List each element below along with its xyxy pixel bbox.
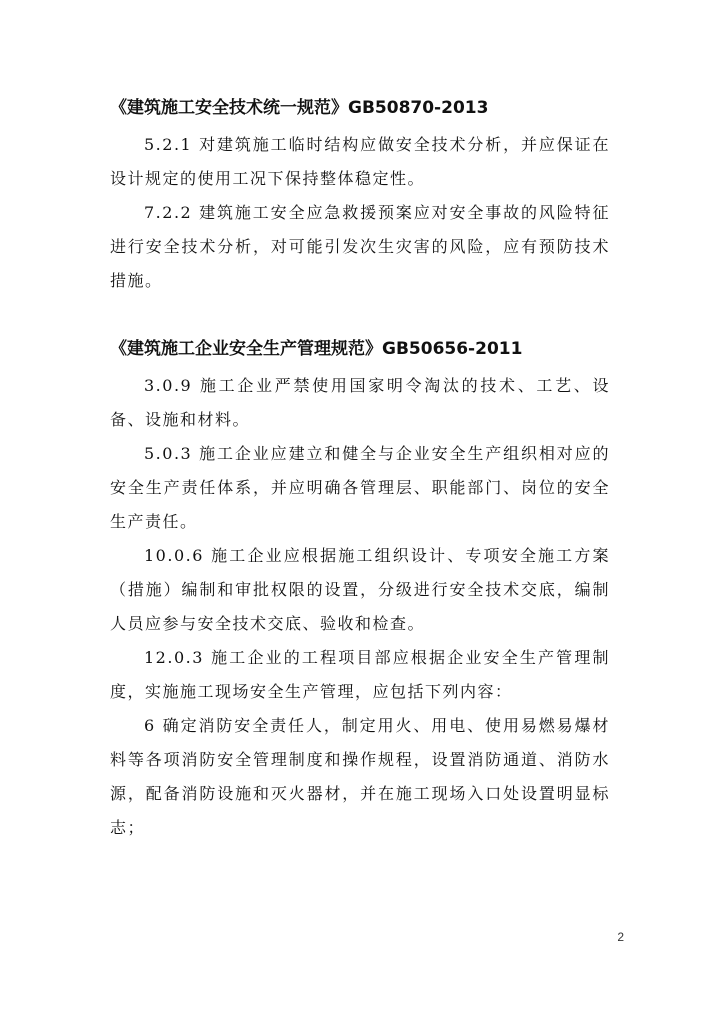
clause-paragraph: 7.2.2 建筑施工安全应急救援预案应对安全事故的风险特征进行安全技术分析，对可能引发次生灾害的风险，应有预防技术措施。 (110, 203, 610, 290)
clause-paragraph: 10.0.6 施工企业应根据施工组织设计、专项安全施工方案（措施）编制和审批权限的设置，分级进行安全技术交底，编制人员应参与安全技术交底、验收和检查。 (110, 546, 610, 633)
section-heading: 《建筑施工安全技术统一规范》GB50870-2013 (110, 98, 489, 118)
standard-section-gb50870 (110, 96, 610, 298)
clause-paragraph: 6 确定消防安全责任人，制定用火、用电、使用易燃易爆材料等各项消防安全管理制度和操作规程，设置消防通道、消防水源，配备消防设施和灭火器材，并在施工现场入口处设置明显标志； (110, 716, 610, 837)
clause-paragraph: 5.0.3 施工企业应建立和健全与企业安全生产组织相对应的安全生产责任体系，并应明确各管理层、职能部门、岗位的安全生产责任。 (110, 444, 610, 531)
clause-paragraph: 3.0.9 施工企业严禁使用国家明令淘汰的技术、工艺、设备、设施和材料。 (110, 376, 610, 429)
section-heading: 《建筑施工企业安全生产管理规范》GB50656-2011 (110, 339, 523, 359)
page-number: 2 (617, 930, 624, 944)
clause-paragraph: 5.2.1 对建筑施工临时结构应做安全技术分析，并应保证在设计规定的使用工况下保持整体稳定性。 (110, 135, 610, 188)
standard-section-gb50656 (110, 337, 610, 845)
clause-paragraph: 12.0.3 施工企业的工程项目部应根据企业安全生产管理制度，实施施工现场安全生产管理，应包括下列内容： (110, 648, 610, 701)
